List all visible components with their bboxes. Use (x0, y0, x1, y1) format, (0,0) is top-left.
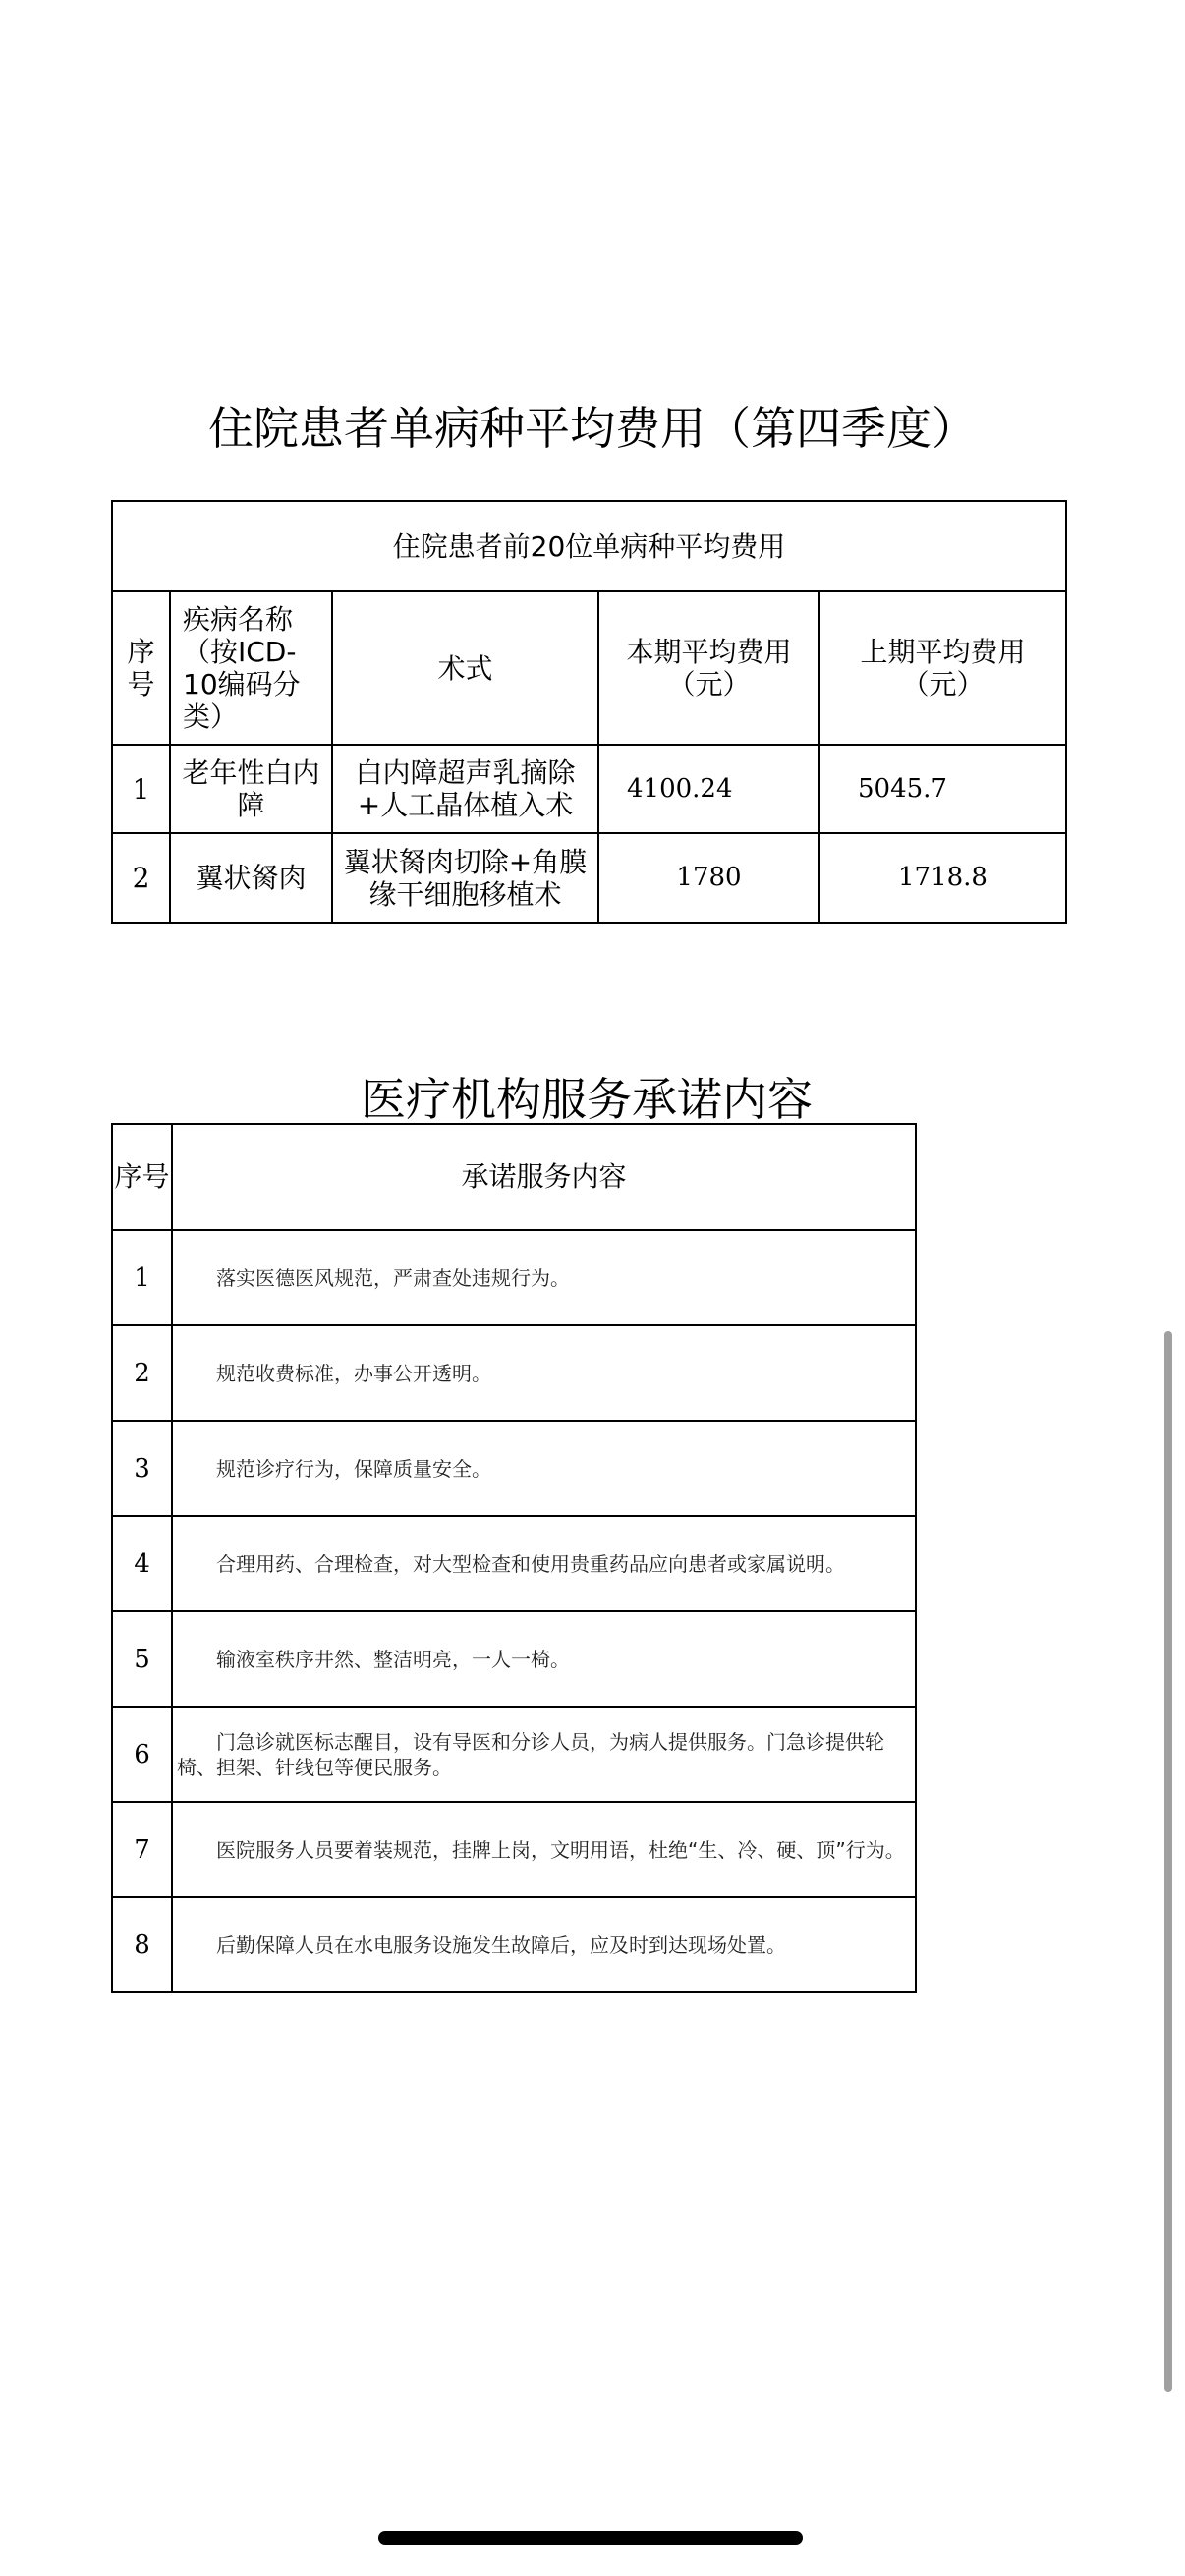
row-index: 7 (112, 1802, 172, 1897)
row-content: 医院服务人员要着装规范，挂牌上岗，文明用语，杜绝“生、冷、硬、顶”行为。 (172, 1802, 916, 1897)
table-row (112, 1611, 916, 1707)
table-row (112, 1802, 916, 1897)
table-header-row (112, 1124, 916, 1230)
disease-cost-table (111, 500, 1067, 924)
table-caption: 住院患者前20位单病种平均费用 (112, 501, 1066, 591)
row-index: 2 (112, 1325, 172, 1421)
page-title: 住院患者单病种平均费用（第四季度） (208, 402, 977, 455)
row-index: 3 (112, 1421, 172, 1516)
header-current-cost: 本期平均费用（元） (598, 591, 819, 745)
table-row (112, 1516, 916, 1611)
row-previous-cost: 5045.7 (819, 745, 1066, 833)
service-commitment-table (111, 1123, 917, 1993)
row-current-cost: 1780 (598, 833, 819, 923)
row-content: 规范诊疗行为，保障质量安全。 (172, 1421, 916, 1516)
row-index: 8 (112, 1897, 172, 1992)
row-index: 2 (112, 833, 170, 923)
row-procedure: 白内障超声乳摘除+人工晶体植入术 (332, 745, 598, 833)
row-previous-cost: 1718.8 (819, 833, 1066, 923)
row-content: 后勤保障人员在水电服务设施发生故障后，应及时到达现场处置。 (172, 1897, 916, 1992)
row-index: 5 (112, 1611, 172, 1707)
table-header-row (112, 591, 1066, 745)
row-content: 合理用药、合理检查，对大型检查和使用贵重药品应向患者或家属说明。 (172, 1516, 916, 1611)
header-content: 承诺服务内容 (172, 1124, 916, 1230)
row-index: 1 (112, 745, 170, 833)
row-content: 门急诊就医标志醒目，设有导医和分诊人员，为病人提供服务。门急诊提供轮椅、担架、针线包等便民服务。 (172, 1707, 916, 1802)
row-content: 输液室秩序井然、整洁明亮，一人一椅。 (172, 1611, 916, 1707)
row-current-cost: 4100.24 (598, 745, 819, 833)
header-disease: 疾病名称（按ICD-10编码分类） (170, 591, 332, 745)
header-index: 序号 (112, 1124, 172, 1230)
table-row (112, 745, 1066, 833)
row-disease: 老年性白内障 (170, 745, 332, 833)
row-procedure: 翼状胬肉切除+角膜缘干细胞移植术 (332, 833, 598, 923)
table-row (112, 1230, 916, 1325)
home-indicator[interactable] (378, 2531, 803, 2545)
table-row (112, 1325, 916, 1421)
header-previous-cost: 上期平均费用（元） (819, 591, 1066, 745)
section-title: 医疗机构服务承诺内容 (361, 1073, 813, 1126)
table-row (112, 1897, 916, 1992)
row-disease: 翼状胬肉 (170, 833, 332, 923)
vertical-scrollbar[interactable] (1164, 1331, 1172, 2392)
row-index: 1 (112, 1230, 172, 1325)
row-index: 4 (112, 1516, 172, 1611)
table-row (112, 833, 1066, 923)
header-procedure: 术式 (332, 591, 598, 745)
header-index: 序号 (112, 591, 170, 745)
table-row (112, 1421, 916, 1516)
table-row (112, 1707, 916, 1802)
row-content: 规范收费标准，办事公开透明。 (172, 1325, 916, 1421)
row-index: 6 (112, 1707, 172, 1802)
row-content: 落实医德医风规范，严肃查处违规行为。 (172, 1230, 916, 1325)
